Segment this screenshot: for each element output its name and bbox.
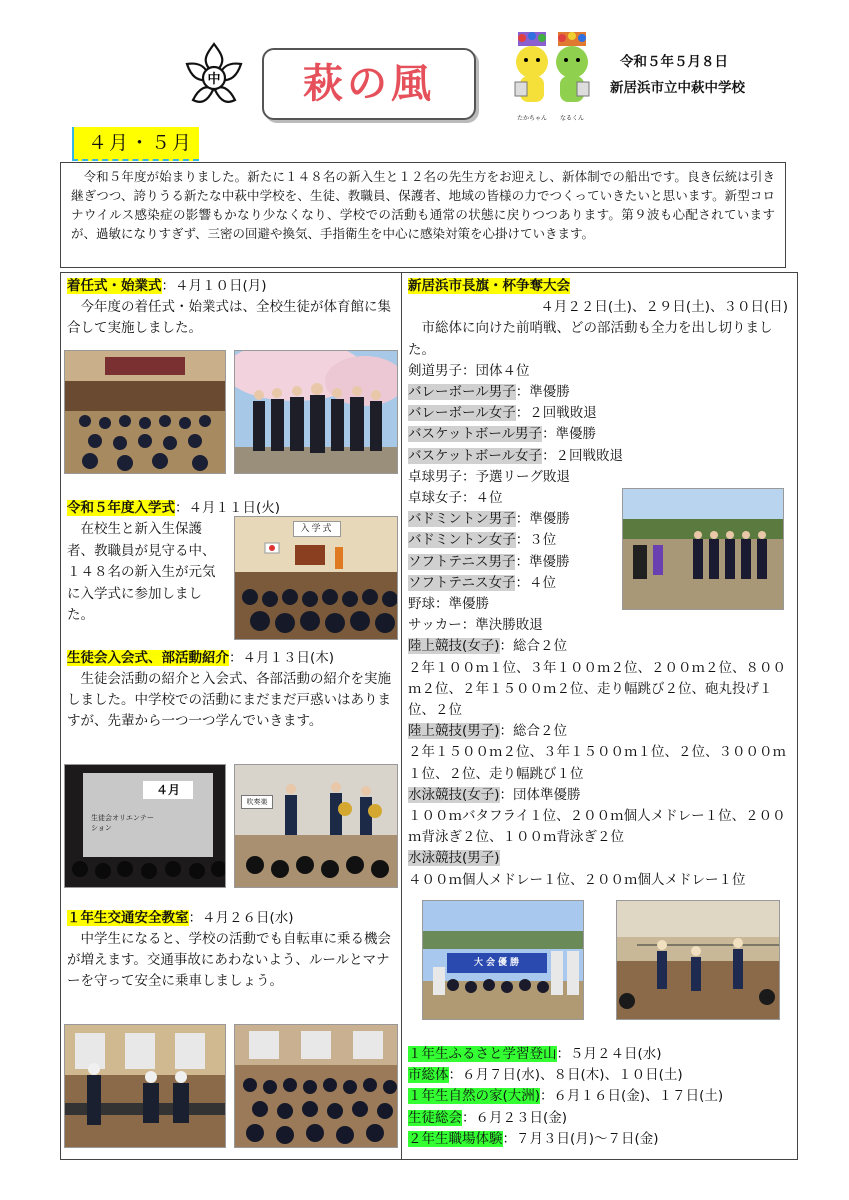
result-row: バレーボール女子：２回戦敗退 (408, 405, 597, 422)
issue-date: 令和５年５月８日 (620, 54, 728, 70)
schedule-item: １年生ふるさと学習登山：５月２４日(水) (408, 1046, 662, 1062)
photo-badminton (616, 900, 780, 1020)
section-entrance-body: 在校生と新入生保護者、教職員が見守る中、１４８名の新入生が元気に入学式に参加しました。 (67, 521, 216, 623)
photo-orientation-screen-title: ４月 (143, 781, 193, 799)
section-ceremony-body: 今年度の着任式・始業式は、全校生徒が体育館に集合して実施しました。 (67, 299, 391, 336)
section-traffic-safety-body: 中学生になると、学校の活動でも自転車に乗る機会が増えます。交通事故にあわないよう、ルールとマナーを守って安全に乗車しましょう。 (67, 931, 391, 989)
result-row: 卓球男子：予選リーグ敗退 (408, 468, 570, 485)
newsletter-title: 萩の風 (303, 60, 435, 107)
photo-soccer (622, 488, 784, 610)
section-ceremony-title: 着任式・始業式 (67, 278, 162, 294)
section-ceremony (67, 276, 395, 339)
result-row: 剣道男子：団体４位 (408, 362, 530, 379)
section-traffic-safety-title: １年生交通安全教室 (67, 910, 189, 926)
section-traffic-safety-date: ：４月２６日(水) (188, 910, 294, 926)
result-row: バドミントン女子：３位 (408, 532, 557, 549)
schedule-item: ２年生職場体験：７月３日(月)～７日(金) (408, 1130, 659, 1147)
result-row: 卓球女子：４位 (408, 490, 503, 507)
result-row: サッカー：準決勝敗退 (408, 617, 543, 634)
result-row: ソフトテニス女子：４位 (408, 574, 556, 591)
track-female-row: 陸上競技(女子)：総合２位 (408, 638, 568, 655)
result-row: ソフトテニス男子：準優勝 (408, 553, 570, 570)
tournament-title: 新居浜市長旗・杯争奪大会 (408, 278, 570, 294)
mascot-right-label: なるくん (559, 115, 584, 122)
upcoming-schedule (408, 1044, 792, 1150)
newsletter-title-box (262, 48, 476, 120)
mascot-right (552, 30, 592, 122)
photo-entrance-sign: 入学式 (293, 521, 341, 537)
section-club-intro-title: 生徒会入会式、部活動紹介 (67, 650, 229, 666)
photo-baseball-team (422, 900, 584, 1020)
photo-entrance-ceremony (234, 516, 398, 640)
section-traffic-safety (67, 908, 395, 992)
month-tag (72, 127, 199, 161)
column-divider (401, 272, 402, 1160)
section-club-intro-body: 生徒会活動の紹介と入会式、各部活動の紹介を実施しました。中学校での活動にまだまだ戸惑いはありますが、先輩から一つ一つ学んでいきます。 (67, 671, 391, 729)
intro-text: 令和５年度が始まりました。新たに１４８名の新入生と１２名の先生方をお迎えし、新体制での船出です。良き伝統は引き継ぎつつ、誇りうる新たな中萩中学校を、生徒、教職員、保護者、地域の皆様の力でつくっていきたいと思います。新型コロナウイルス感染症の影響もかなり少なくなり、学校での活動も通常の状態に戻りつつあります。第９波も心配されていますが、過敏になりすぎず、三密の回避や換気、手指衛生を中心に感染対策を心掛けていきます。 (71, 169, 775, 241)
school-name: 新居浜市立中萩中学校 (610, 80, 745, 96)
schedule-item: １年生自然の家(大洲)：６月１６日(金)、１７日(土) (408, 1088, 724, 1105)
mascot-left (512, 30, 552, 122)
photo-traffic-students (234, 1024, 398, 1148)
section-entrance-date: ：４月１１日(火) (175, 500, 281, 516)
result-row: バドミントン男子：準優勝 (408, 511, 570, 528)
section-ceremony-date: ：４月１０日(月) (161, 278, 267, 294)
schedule-item: 市総体：６月７日(水)、８日(木)、１０日(土) (408, 1067, 683, 1084)
result-row: バレーボール男子：準優勝 (408, 384, 570, 401)
track-female-detail: ２年１００ｍ１位、３年１００ｍ２位、２００ｍ２位、８００ｍ２位、２年１５００ｍ２位、走り幅跳び２位、砲丸投げ１位、２位 (408, 659, 786, 719)
result-row: バスケットボール女子：２回戦敗退 (408, 447, 624, 464)
swim-male-row: 水泳競技(男子) (408, 850, 500, 867)
month-tag-text: ４月・５月 (88, 132, 194, 154)
photo-baseball-banner: 大会優勝 (473, 958, 522, 968)
swim-female-detail: １００ｍバタフライ１位、２００ｍ個人メドレー１位、２００ｍ背泳ぎ２位、１００ｍ背泳ぎ２位 (408, 808, 786, 846)
svg-text:中: 中 (207, 72, 221, 87)
track-male-row: 陸上競技(男子)：総合２位 (408, 723, 568, 740)
intro-box (60, 162, 786, 268)
schedule-item: 生徒総会：６月２３日(金) (408, 1109, 568, 1126)
section-entrance-title: 令和５年度入学式 (67, 500, 175, 516)
photo-brass-band-sign: 吹奏楽 (241, 795, 273, 809)
mascot-left-label: たかちゃん (516, 115, 547, 122)
photo-orientation (64, 764, 226, 888)
tournament-body: 市総体に向けた前哨戦、どの部活動も全力を出し切りました。 (408, 320, 773, 358)
photo-new-teachers (234, 350, 398, 474)
photo-traffic-class (64, 1024, 226, 1148)
swim-female-row: 水泳競技(女子)：団体準優勝 (408, 786, 581, 803)
photo-gym-assembly (64, 350, 226, 474)
section-club-intro (67, 648, 395, 732)
result-row: 野球：準優勝 (408, 596, 489, 613)
tournament-dates: ４月２２日(土)、２９日(土)、３０日(日) (540, 299, 788, 316)
result-row: バスケットボール男子：準優勝 (408, 426, 597, 443)
section-club-intro-date: ：４月１３日(木) (229, 650, 335, 666)
school-emblem (183, 40, 245, 112)
swim-male-detail: ４００ｍ個人メドレー１位、２００ｍ個人メドレー１位 (408, 871, 746, 888)
track-male-detail: ２年１５００ｍ２位、３年１５００ｍ１位、２位、３０００ｍ１位、２位、走り幅跳び１位 (408, 744, 786, 782)
photo-orientation-screen-caption: 生徒会オリエンテーション (91, 814, 154, 832)
photo-brass-band (234, 764, 398, 888)
